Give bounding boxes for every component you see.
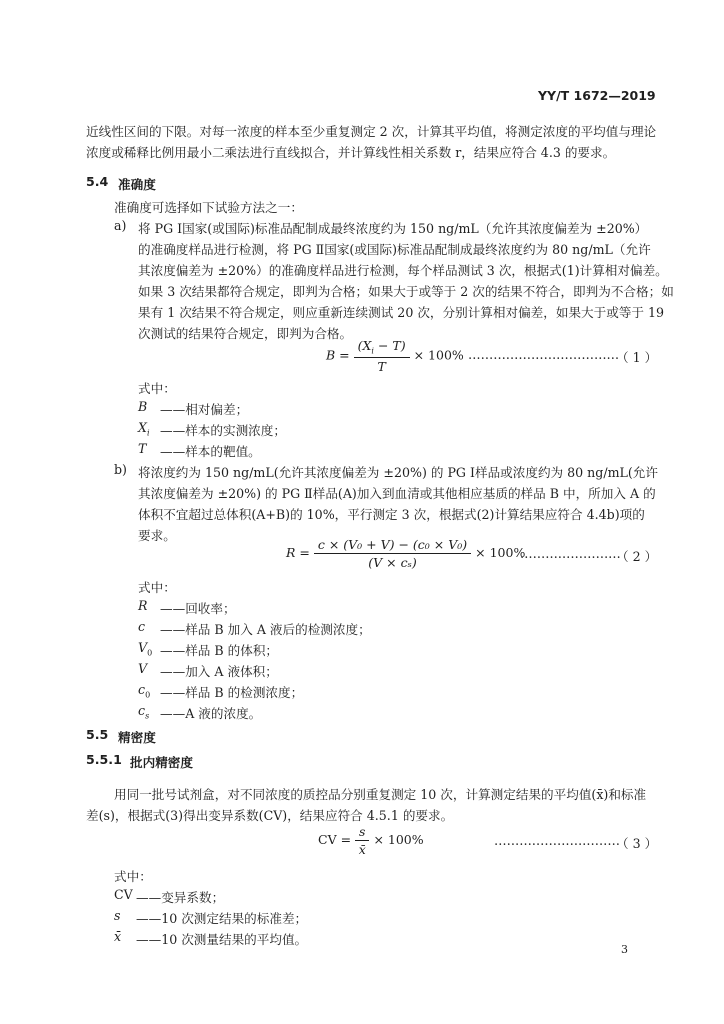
item-b-marker: b) [114, 462, 127, 477]
var-v-desc: ——加入 A 液体积； [160, 664, 278, 679]
formula-2-numerator: c × (V₀ + V) − (c₀ × V₀) [314, 537, 471, 554]
formula-3-number: （ 3 ） [616, 836, 658, 851]
var-c0: $c_0$ [138, 682, 151, 700]
var-t: T [138, 441, 147, 456]
formula-2-lhs: R = [286, 545, 310, 560]
item-a-line-4: 如果 3 次结果都符合规定，即判为合格；如果大于或等于 2 次的结果不符合，即判为不合格；如 [138, 284, 674, 299]
var-v: V [138, 661, 148, 676]
section-5-4-number: 5.4 [86, 174, 109, 189]
section-5-5-1-line-2: 差(s)，根据式(3)得出变异系数(CV)，结果应符合 4.5.1 的要求。 [86, 808, 454, 823]
section-5-4-title: 准确度 [118, 177, 156, 192]
standard-number: YY/T 1672—2019 [538, 88, 656, 103]
formula-1-tail: × 100% [413, 347, 464, 363]
item-b-line-2: 其浓度偏差为 ±20%) 的 PG Ⅱ样品(A)加入到血清或其他相应基质的样品 B 中，所加入 A 的 [138, 486, 656, 501]
var-x-bar-desc: ——10 次测量结果的平均值。 [136, 932, 308, 947]
var-x-bar: x̄ [114, 929, 122, 944]
formula-2-tail: × 100% [475, 545, 526, 560]
formula-1 [326, 338, 464, 374]
formula-1-fraction: $\frac{(X_i - T)}{T}$ [354, 338, 410, 374]
var-v0-desc: ——样品 B 的体积； [160, 643, 279, 658]
var-c0-desc: ——样品 B 的检测浓度； [160, 685, 304, 700]
var-cs-desc: ——A 液的浓度。 [160, 706, 262, 721]
item-b-line-3: 体积不宜超过总体积(A+B)的 10%，平行测定 3 次，根据式(2)计算结果应符合 4.4b)项的 [138, 507, 645, 522]
section-5-5-1-title: 批内精密度 [130, 755, 193, 770]
section-5-5-1-where: 式中： [114, 869, 152, 884]
var-cv-desc: ——变异系数； [136, 890, 225, 905]
formula-3-fraction [355, 824, 369, 857]
item-b-where: 式中： [138, 580, 176, 595]
item-a-line-6: 次测试的结果符合规定，即判为合格。 [138, 326, 353, 341]
var-b: B [138, 399, 148, 414]
section-5-4-lead: 准确度可选择如下试验方法之一： [114, 200, 303, 215]
var-v0: $V_0$ [138, 640, 153, 658]
page-number: 3 [621, 943, 628, 956]
var-r: R [138, 598, 148, 613]
section-5-5-1-number: 5.5.1 [86, 752, 122, 767]
var-t-desc: ——样本的靶值。 [160, 444, 261, 459]
formula-2-dots: …………………… [520, 546, 621, 561]
formula-2-number: （ 2 ） [616, 549, 658, 564]
var-c-desc: ——样品 B 加入 A 液后的检测浓度； [160, 622, 371, 637]
item-a-where: 式中： [138, 381, 176, 396]
formula-2-fraction [314, 537, 471, 570]
item-a-line-5: 果有 1 次结果不符合规定，则应重新连续测试 20 次，分别计算相对偏差，如果大于或等于 19 [138, 305, 665, 320]
formula-1-numerator: (X [357, 338, 372, 353]
item-a-line-1: 将 PG Ⅰ国家(或国际)标准品配制成最终浓度约为 150 ng/mL（允许其浓度偏差为 ±20%） [138, 221, 648, 236]
item-a-line-2: 的准确度样品进行检测，将 PG Ⅱ国家(或国际)标准品配制成最终浓度约为 80 ng/mL（允许 [138, 242, 651, 257]
section-5-5-1-line-1: 用同一批号试剂盒，对不同浓度的质控品分别重复测定 10 次，计算测定结果的平均值(x̄)和标准 [114, 787, 647, 802]
item-b-line-4: 要求。 [138, 528, 176, 543]
formula-3-tail: × 100% [373, 832, 424, 847]
section-5-5-number: 5.5 [86, 727, 109, 742]
formula-3-numerator: s [355, 824, 369, 841]
var-xi: $X_i$ [138, 420, 150, 438]
var-cv: CV [114, 887, 133, 902]
formula-3-dots: ………………………… [494, 833, 620, 848]
formula-1-lhs: B = [326, 347, 350, 363]
var-xi-desc: ——样本的实测浓度； [160, 423, 286, 438]
formula-1-denominator: T [377, 358, 386, 374]
intro-line-1: 近线性区间的下限。对每一浓度的样本至少重复测定 2 次，计算其平均值，将测定浓度的平均值与理论 [86, 124, 657, 139]
formula-1-dots: ……………………………… [468, 347, 620, 362]
intro-line-2: 浓度或稀释比例用最小二乘法进行直线拟合，并计算线性相关系数 r，结果应符合 4.3 的要求。 [86, 145, 616, 160]
var-b-desc: ——相对偏差； [160, 402, 249, 417]
item-a-line-3: 其浓度偏差为 ±20%）的准确度样品进行检测，每个样品测试 3 次，根据式(1)计算相对偏差。 [138, 263, 668, 278]
formula-3 [318, 824, 424, 857]
section-5-5-title: 精密度 [118, 730, 156, 745]
formula-2-denominator: (V × cₛ) [368, 555, 417, 570]
var-s: s [114, 908, 121, 923]
var-r-desc: ——回收率； [160, 601, 236, 616]
var-cs: $c_s$ [138, 703, 150, 721]
formula-3-denominator: x̄ [358, 842, 366, 857]
var-c: c [138, 619, 146, 634]
formula-3-lhs: CV = [318, 832, 352, 847]
var-s-desc: ——10 次测定结果的标准差； [136, 911, 308, 926]
formula-2 [286, 537, 525, 570]
formula-1-number: （ 1 ） [616, 350, 658, 365]
item-b-line-1: 将浓度约为 150 ng/mL(允许其浓度偏差为 ±20%) 的 PG Ⅰ样品或浓度约为 80 ng/mL(允许 [138, 465, 658, 480]
item-a-marker: a) [114, 218, 127, 233]
